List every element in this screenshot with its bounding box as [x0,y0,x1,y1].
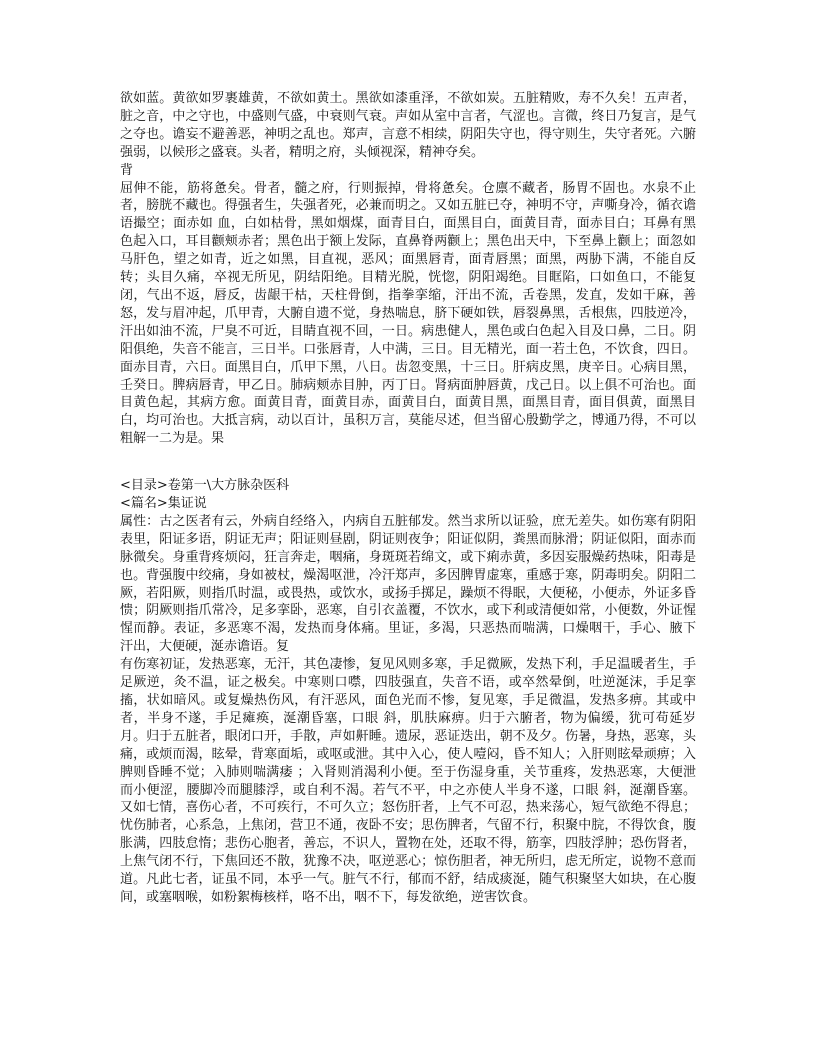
document-page [120,90,696,907]
text-block-pulse-diagnosis: 欲如蓝。黄欲如罗裹雄黄，不欲如黄土。黑欲如漆重泽，不欲如炭。五脏精败，寿不久矣！五声者，脏之音，中之守也，中盛则气盛，中衰则气衰。声如从室中言者，气涩也。言微，终日乃复言，是气之夺也。谵妄不避善恶，神明之乱也。郑声，言意不相续，阴阳失守也，得守则生，失守者死。六腑强弱，以候形之盛衰。头者，精明之府，头倾视深，精神夺矣。 背 屈伸不能，筋将惫矣。骨者，髓之府，行则振掉，骨将惫矣。仓廪不藏者，肠胃不固也。水泉不止者，膀胱不藏也。得强者生，失强者死，必兼而明之。又如五脏已夺，神明不守，声嘶身冷，循衣谵语撮空；面赤如 血，白如枯骨，黑如烟煤，面青目白，面黑目白，面黄目青，面赤目白；耳鼻有黑色起入口，耳目颧颊赤者；黑色出于额上发际，直鼻脊两颧上；黑色出天中，下至鼻上颧上；面忽如马肝色，望之如青，近之如黑，目直视，恶风；面黑唇青，面青唇黑；面黑，两胁下满，不能自反转；头目久痛，卒视无所见，阴结阳绝。目精光脱，恍惚，阴阳竭绝。目眶陷，口如鱼口，不能复闭，气出不返，唇反，齿龈干枯，天柱骨倒，指拳挛缩，汗出不流，舌卷黑，发直，发如干麻，善怒，发与眉冲起，爪甲青，大腑自遗不觉，身热喘息，脐下硬如铁，唇裂鼻黑，舌根焦，四肢逆冷，汗出如油不流，尸臭不可近，目睛直视不回，一日。病患健人，黑色或白色起入目及口鼻，二日。阴阳俱绝，失音不能言，三日半。口张唇青，人中满，三日。目无精光，面一若土色，不饮食，四日。面赤目青，六日。面黑目白，爪甲下黑，八日。齿忽变黑，十三日。肝病皮黑，庚辛日。心病目黑，壬癸日。脾病唇青，甲乙日。肺病颊赤目肿，丙丁日。肾病面肿唇黄，戊己日。以上俱不可治也。面目黄色起，其病方愈。面黄目青，面黄目赤，面黄目白，面黄目黑，面黑目青，面目俱黄，面黑目白，均可治也。大抵言病，动以百计，虽积万言，莫能尽述，但当留心殷勤学之，博通乃得，不可以粗解一二为是。果 [120,91,696,447]
catalog-heading: <目录>卷第一\大方脉杂医科 [120,478,290,494]
paragraph-gap [120,448,696,477]
text-block-collected-symptoms: 属性：古之医者有云，外病自经络入，内病自五脏郁发。然当求所以证验，庶无差失。如伤寒有阴阳表里，阳证多语，阴证无声；阳证则昼剧，阴证则夜争；阳证似阴，粪黑而脉滑；阴证似阳，面赤而脉微矣。身重背疼烦闷，狂言奔走，咽痛，身斑斑若绵文，或下痢赤黄，多因妄服燥药热味，阳毒是也。背强腹中绞痛，身如被杖，燥渴呕泄，冷汗郑声，多因脾胃虚寒，重感于寒，阴毒明矣。阴阳二厥，若阳厥，则指爪时温，或畏热，或饮水，或扬手掷足，躁烦不得眠，大便秘，小便赤，外证多昏愦；阴厥则指爪常冷，足多挛卧，恶寒，自引衣盖覆，不饮水，或下利或清便如常，小便数，外证惺惺而静。表证，多恶寒不渴，发热而身体痛。里证，多渴，只恶热而喘满，口燥咽干，手心、腋下 汗出，大便硬，涎赤谵语。复 有伤寒初证，发热恶寒，无汗，其色凄惨，复见风则多寒，手足微厥，发热下利，手足温暖者生，手足厥逆，灸不温，证之极矣。中寒则口噤，四肢强直，失音不语，或卒然晕倒，吐逆涎沫，手足挛搐，状如暗风。或复燥热伤风，有汗恶风，面色光而不惨，复见寒，手足微温，发热多痹。其或中者，半身不遂，手足瘫痪，涎潮昏塞，口眼 斜，肌肤麻痹。归于六腑者，物为偏缓，犹可苟延岁月。归于五脏者，眼闭口开，手散，声如鼾睡。遗尿，恶证迭出，朝不及夕。伤暑，身热，恶寒，头痛，或烦而渴，眩晕，背寒面垢，或呕或泄。其中入心，使人噎闷，昏不知人；入肝则眩晕顽痹；入脾则昏睡不觉；入肺则喘满痿 ；入肾则消渴利小便。至于伤湿身重，关节重疼，发热恶寒，大便泄而小便涩，腰脚冷而腿膝浮，或自利不渴。若气不平，中之亦使人半身不遂，口眼 斜，涎潮昏塞。又如七情，喜伤心者，不可疾行，不可久立；怒伤肝者，上气不可忍，热来荡心，短气欲绝不得息；忧伤肺者，心系急，上焦闭，营卫不通，夜卧不安；思伤脾者，气留不行，积聚中脘，不得饮食，腹胀满，四肢怠惰；悲伤心胞者，善忘，不识人，置物在处，还取不得，筋挛，四肢浮肿；恐伤肾者，上焦气闭不行，下焦回还不散，犹豫不决，呕逆恶心；惊伤胆者，神无所归，虑无所定，说物不意而道。凡此七者，证虽不同，本乎一气。脏气不行，郁而不舒，结成痰涎，随气积聚坚大如块，在心腹间，或塞咽喉，如粉絮梅核样，咯不出，咽不下，每发欲绝，逆害饮食。 [120,513,696,905]
chapter-title: <篇名>集证说 [120,496,207,512]
